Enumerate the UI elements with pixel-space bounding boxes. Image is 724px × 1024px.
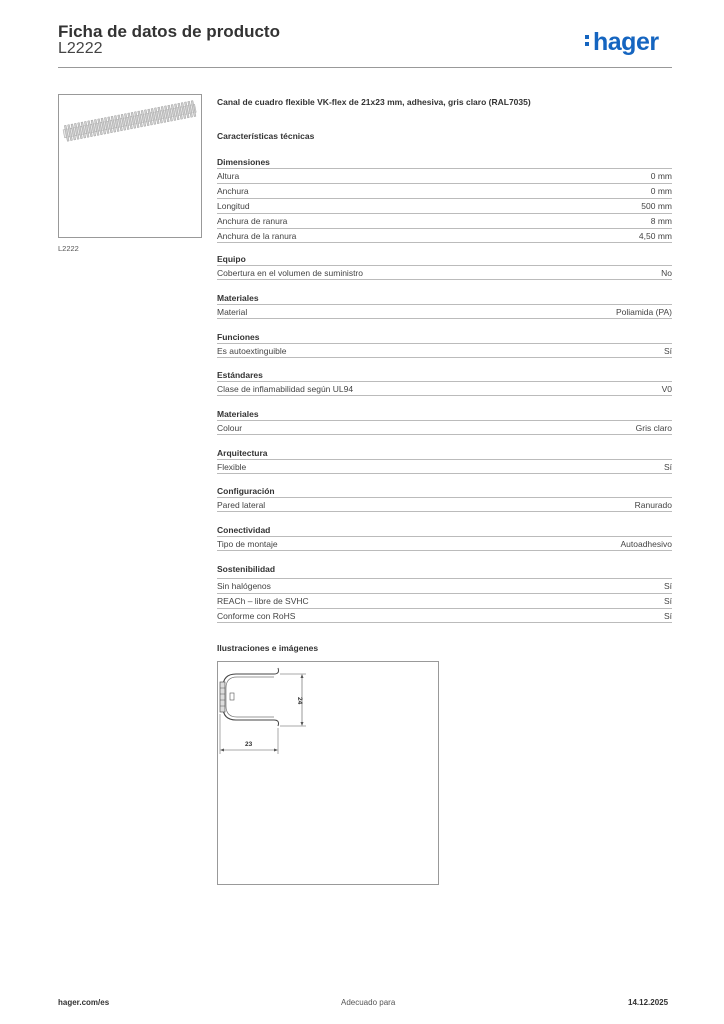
- spec-label: Colour: [217, 423, 243, 433]
- spec-value: 8 mm: [650, 216, 672, 226]
- spec-value: 0 mm: [650, 171, 672, 181]
- spec-row: [217, 593, 672, 608]
- section-title: Configuración: [217, 486, 275, 496]
- spec-row: [217, 183, 672, 198]
- spec-value: 0 mm: [650, 186, 672, 196]
- section-title: Materiales: [217, 409, 259, 419]
- dimension-drawing: [217, 661, 439, 885]
- hager-logo: [593, 28, 659, 57]
- spec-value: Autoadhesivo: [620, 539, 672, 549]
- spec-value: Gris claro: [635, 423, 672, 433]
- section-title: Materiales: [217, 293, 259, 303]
- spec-row: [217, 198, 672, 213]
- spec-value: No: [661, 268, 672, 278]
- technical-heading: Características técnicas: [217, 131, 315, 141]
- spec-value: Sí: [663, 346, 672, 356]
- header-divider: [58, 67, 672, 68]
- section-title: Arquitectura: [217, 448, 268, 458]
- spec-label: Tipo de montaje: [217, 539, 278, 549]
- section-title: Estándares: [217, 370, 263, 380]
- spec-row: [217, 536, 672, 551]
- spec-label: Altura: [217, 171, 240, 181]
- spec-row: [217, 213, 672, 228]
- logo-dots-icon: [585, 35, 589, 49]
- spec-label: Pared lateral: [217, 500, 266, 510]
- section-title: Dimensiones: [217, 157, 270, 167]
- section-title: Funciones: [217, 332, 260, 342]
- spec-label: Anchura de la ranura: [217, 231, 297, 241]
- footer-date: 14.12.2025: [628, 998, 669, 1007]
- spec-row: [217, 168, 672, 183]
- product-image: [58, 94, 202, 238]
- page-title: Ficha de datos de producto: [58, 22, 280, 41]
- section-title: Conectividad: [217, 525, 271, 535]
- spec-label: Conforme con RoHS: [217, 611, 296, 621]
- dim-width-label: 23: [245, 741, 253, 748]
- spec-row: [217, 304, 672, 319]
- product-description: Canal de cuadro flexible VK-flex de 21x23 mm, adhesiva, gris claro (RAL7035): [217, 97, 531, 107]
- spec-value: Sí: [663, 581, 672, 591]
- spec-row: [217, 608, 672, 623]
- spec-value: Ranurado: [634, 500, 672, 510]
- spec-value: V0: [661, 384, 672, 394]
- spec-value: 4,50 mm: [638, 231, 672, 241]
- spec-label: Anchura: [217, 186, 249, 196]
- spec-value: Sí: [663, 611, 672, 621]
- spec-value: 500 mm: [641, 201, 672, 211]
- spec-row: [217, 343, 672, 358]
- spec-label: Es autoextinguible: [217, 346, 287, 356]
- dim-height-label: 24: [296, 697, 303, 705]
- spec-value: Sí: [663, 596, 672, 606]
- spec-row: [217, 228, 672, 243]
- spec-label: Material: [217, 307, 248, 317]
- section-title: Equipo: [217, 254, 246, 264]
- illustrations-title: Ilustraciones e imágenes: [217, 643, 319, 653]
- spec-label: Sin halógenos: [217, 581, 271, 591]
- spec-row: [217, 578, 672, 593]
- section-title: Sostenibilidad: [217, 564, 276, 574]
- footer-site[interactable]: hager.com/es: [58, 998, 110, 1007]
- spec-row: [217, 265, 672, 280]
- spec-row: [217, 420, 672, 435]
- logo-text: hager: [593, 28, 659, 56]
- spec-label: Longitud: [217, 201, 250, 211]
- spec-row: [217, 497, 672, 512]
- spec-label: Flexible: [217, 462, 247, 472]
- spec-label: Cobertura en el volumen de suministro: [217, 268, 363, 278]
- spec-label: REACh – libre de SVHC: [217, 596, 309, 606]
- footer-suitability: Adecuado para: [341, 998, 396, 1007]
- spec-value: Poliamida (PA): [615, 307, 672, 317]
- spec-label: Clase de inflamabilidad según UL94: [217, 384, 354, 394]
- spec-value: Sí: [663, 462, 672, 472]
- spec-row: [217, 459, 672, 474]
- product-code: L2222: [58, 40, 103, 57]
- product-image-caption: L2222: [58, 244, 79, 253]
- spec-label: Anchura de ranura: [217, 216, 288, 226]
- spec-row: [217, 381, 672, 396]
